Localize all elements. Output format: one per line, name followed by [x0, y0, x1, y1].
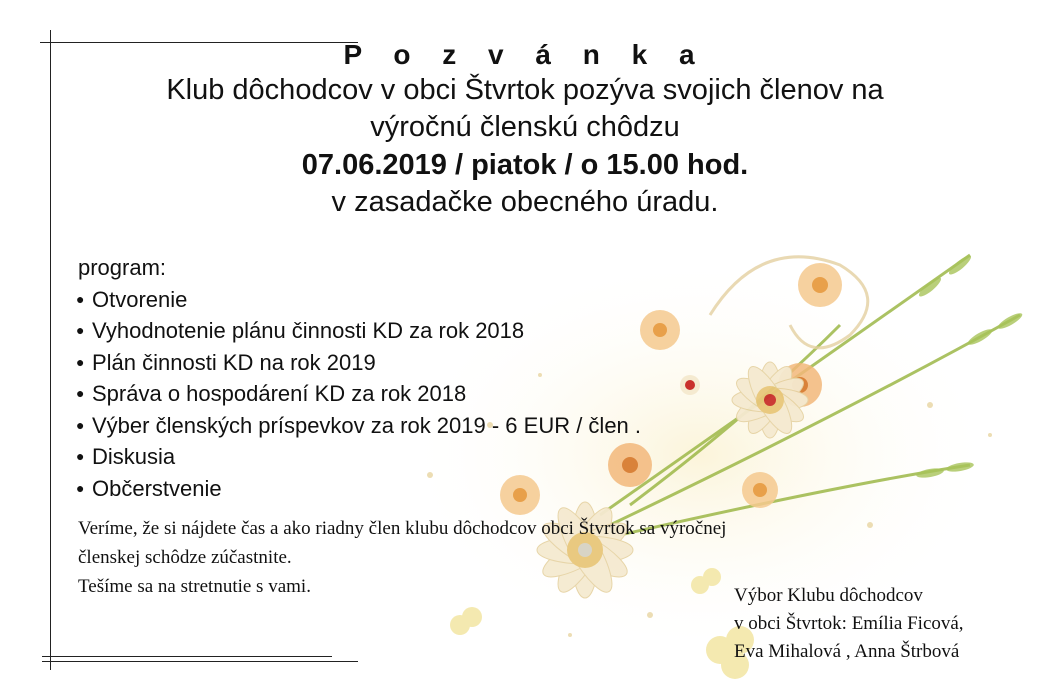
program-section [78, 252, 641, 504]
invitation-title: P o z v á n k a [343, 39, 707, 70]
program-item: ● Vyhodnotenie plánu činnosti KD za rok 2018 [76, 315, 641, 347]
program-item: ● Občerstvenie [76, 473, 641, 505]
signature-block [734, 582, 1044, 666]
program-item: ● Otvorenie [76, 284, 641, 316]
frame-bottom-line-2 [42, 661, 358, 662]
closing-line-2: členskej schôdze zúčastnite. [78, 547, 292, 568]
bullet-icon: ● [76, 448, 85, 464]
program-item: ● Diskusia [76, 441, 641, 473]
bullet-icon: ● [76, 290, 85, 307]
invitation-date: 07.06.2019 / piatok / o 15.00 hod. [301, 149, 749, 181]
program-item: ● Výber členských príspevkov za rok 2019 - 6 EUR / člen . [76, 410, 641, 442]
bullet-icon: ● [76, 479, 85, 496]
invitation-line-2: výročnú členskú chôdzu [370, 111, 680, 143]
bullet-icon: ● [76, 322, 85, 338]
program-label: program: [78, 255, 167, 280]
program-list [78, 284, 641, 505]
closing-line-3: Tešíme sa na stretnutie s vami. [78, 576, 311, 597]
bullet-icon: ● [76, 353, 85, 370]
bullet-icon: ● [76, 385, 85, 401]
invitation-line-1: Klub dôchodcov v obci Štvrtok pozýva svojich členov na [166, 74, 884, 106]
frame-bottom-line [42, 656, 332, 657]
closing-line-1: Veríme, že si nájdete čas a ako riadny člen klubu dôchodcov obci Štvrtok sa výročnej [78, 518, 727, 539]
program-item: ● Plán činnosti KD na rok 2019 [76, 347, 641, 379]
invitation-location: v zasadačke obecného úradu. [331, 186, 719, 218]
signature-line-1: Výbor Klubu dôchodcov [734, 585, 923, 606]
signature-line-3: Eva Mihalová , Anna Štrbová [734, 641, 960, 662]
bullet-icon: ● [76, 416, 85, 433]
invitation-header [40, 38, 1010, 221]
program-item: ● Správa o hospodárení KD za rok 2018 [76, 378, 641, 410]
signature-line-2: v obci Štvrtok: Emília Ficová, [734, 613, 964, 634]
